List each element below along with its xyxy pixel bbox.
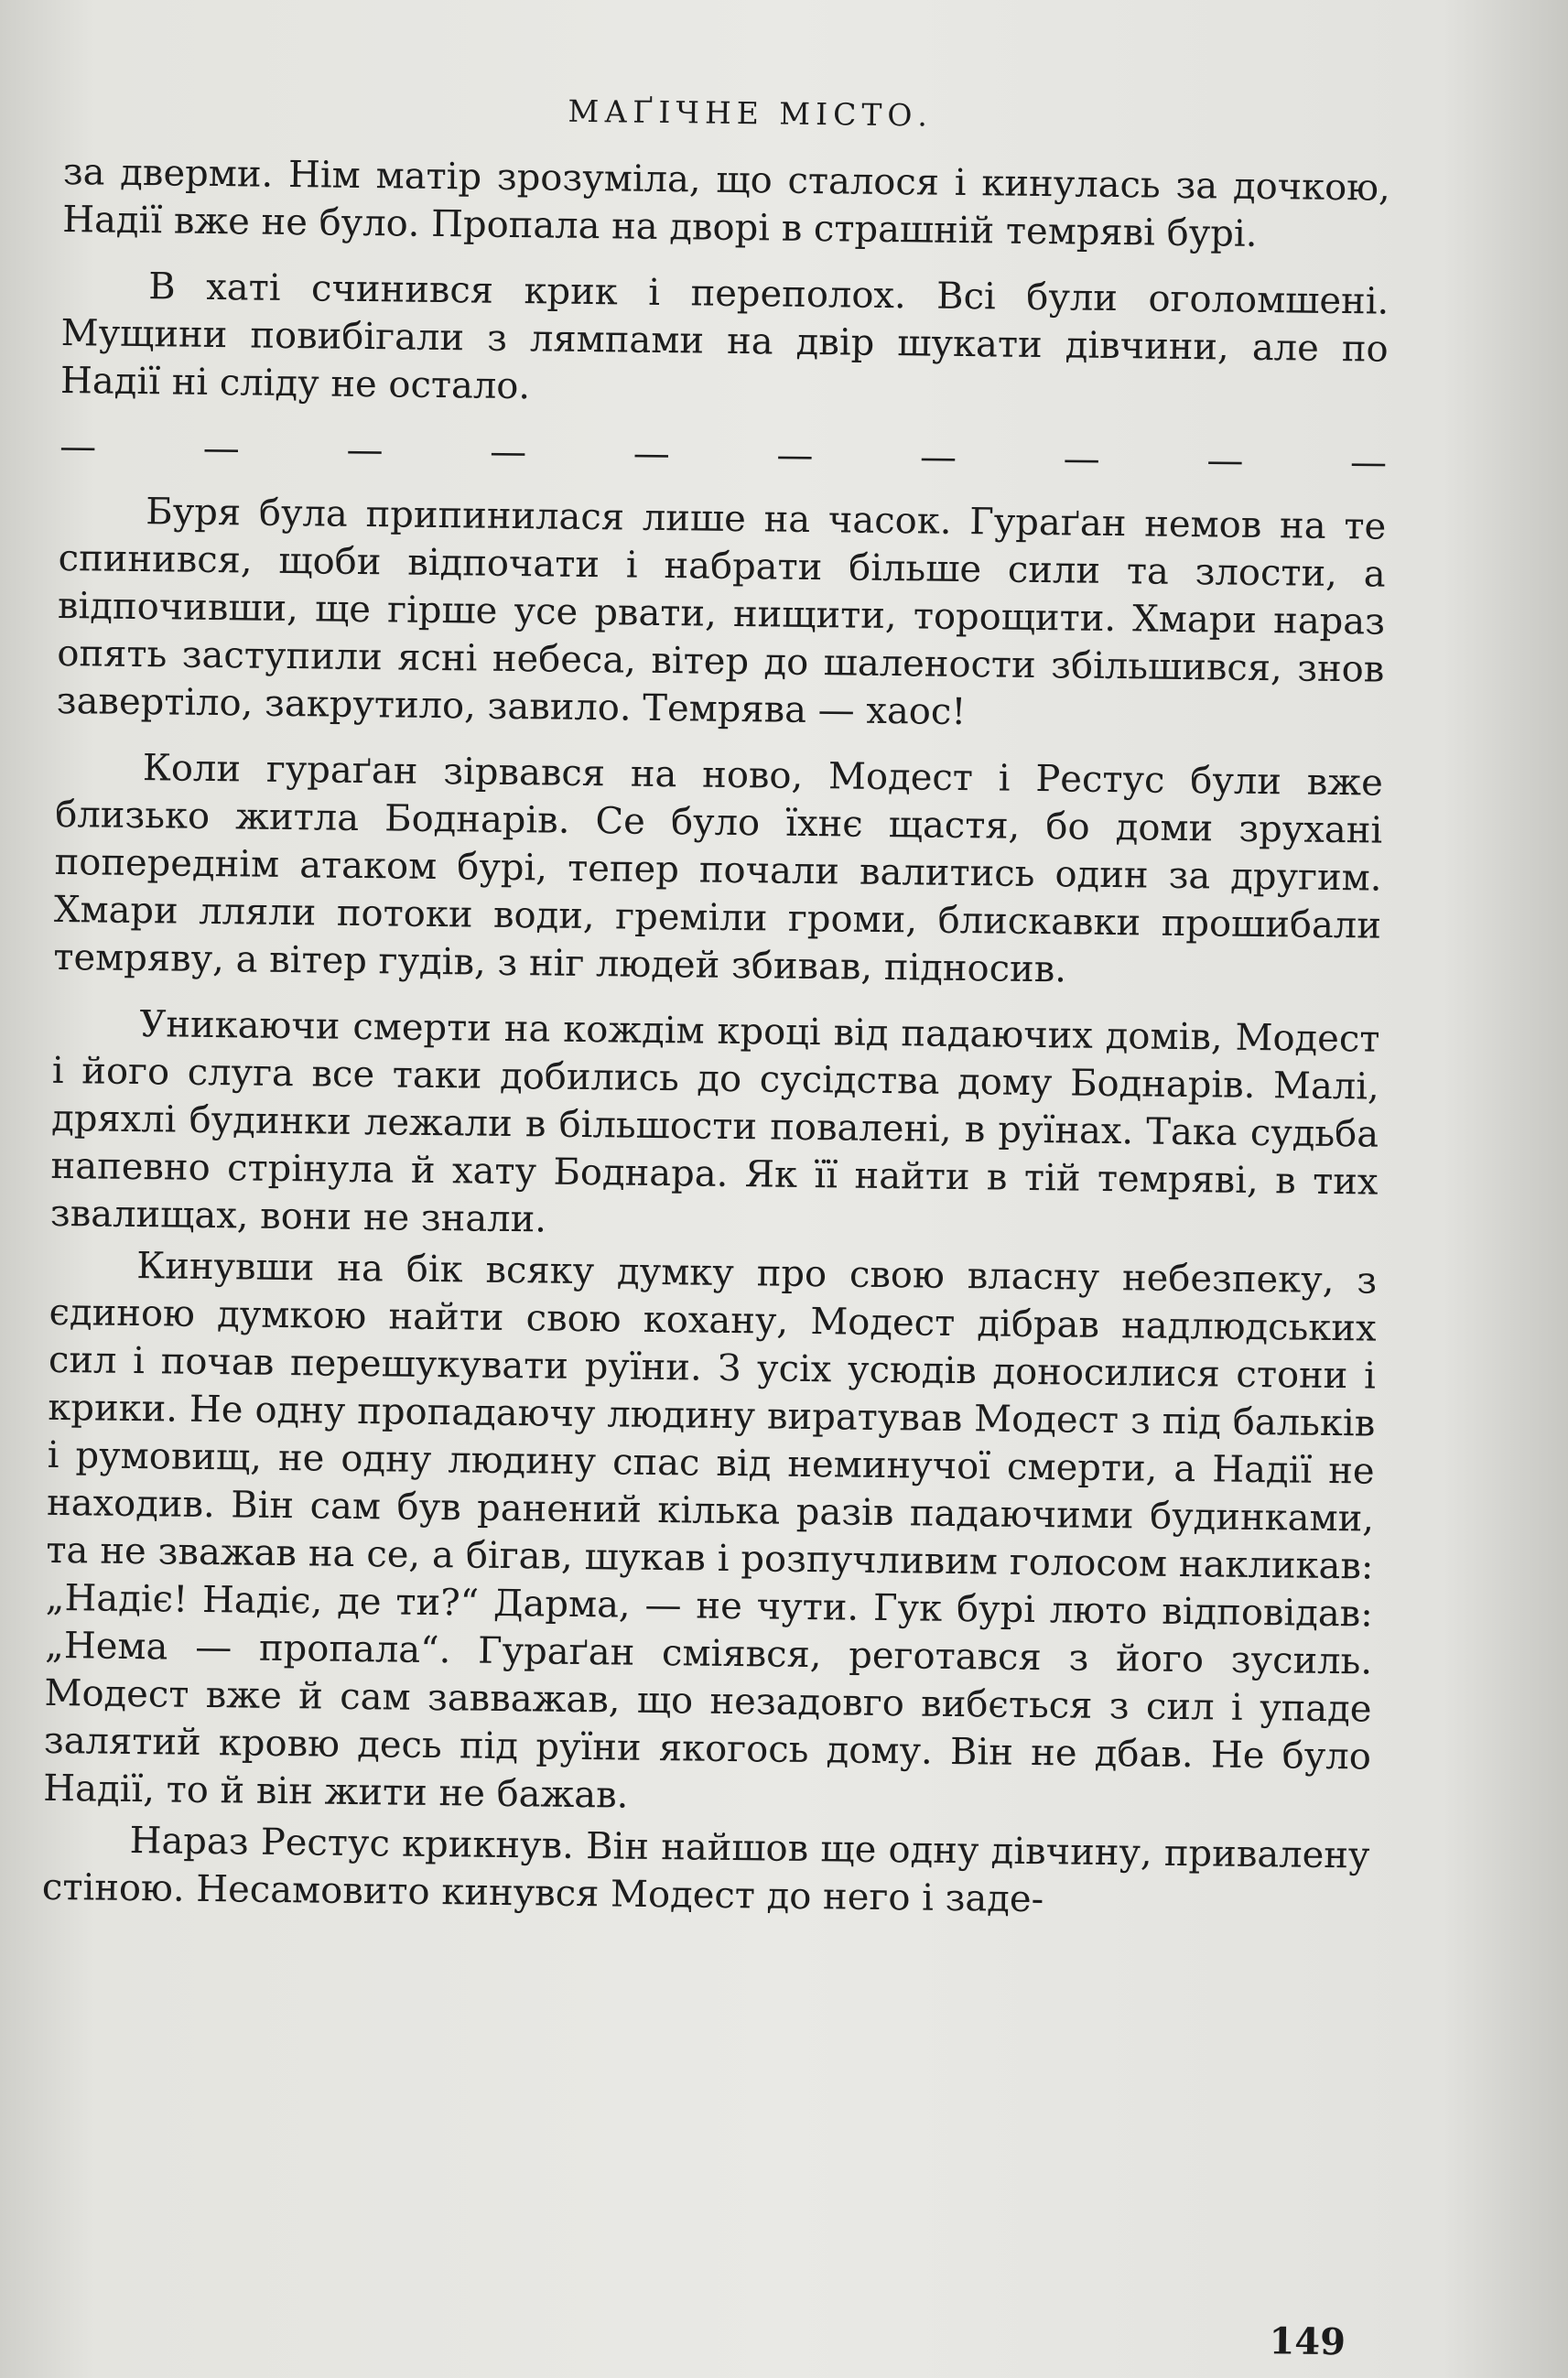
separator-dash: — (633, 432, 671, 476)
paragraph-7: Нараз Рестус крикнув. Він найшов ще одну дівчину, привалену стіною. Несамовито кинувся Модест до него і заде- (41, 1820, 1370, 1921)
page-number: 149 (1269, 2319, 1346, 2364)
paragraph-2: В хаті счинився крик і переполох. Всі були оголомшені. Мущини повибігали з лямпами на двір шукати дівчини, але по Надії ні сліду не остало. (59, 265, 1390, 408)
paragraph-1: за дверми. Нім матір зрозуміла, що сталося і кинулась за дочкою, Надії вже не було. Пропала на дворі в страшній темряві бурі. (61, 150, 1391, 255)
separator-dash: — (202, 427, 241, 470)
book-page (37, 87, 1391, 2364)
paragraph-6: Кинувши на бік всяку думку про свою власну небезпеку, з єдиною думкою найти свою кохану, Модест дібрав надлюдських сил і почав перешукувати руїни. З усіх усюдів доносилися стони і крики. Не одну пропадаючу людину виратував Модест з під бальків і румовищ, не одну людину спас від неминучої смерти, а Надії не находив. Він сам був ранений кілька разів падаючими будинками, та не зважав на се, а бігав, шукав і розпучливим голосом накликав: „Надіє! Надіє, де ти?“ Дарма, — не чути. Гук бурі люто відповідав: „Нема — пропала“. Гураґан сміявся, реготався з його зусиль. Модест вже й сам завважав, що незадовго вибється з сил і упаде залятий кровю десь під руїни якогось дому. Він не дбав. Не було Надії, то й він жити не бажав. (43, 1245, 1378, 1817)
separator-dash: — (1206, 439, 1244, 482)
separator-dash: — (919, 436, 957, 479)
paragraph-5: Уникаючи смерти на кождім кроці від падаючих домів, Модест і його слуга все таки добились до сусідства дому Боднарів. Малі, дряхлі будинки лежали в більшости повалені, в руїнах. Така судьба напевно стрінула й хату Боднара. Як її найти в тій темряві, в тих звалищах, вони не знали. (49, 1003, 1380, 1241)
separator-dash: — (776, 434, 814, 478)
paragraph-4: Коли гураґан зірвався на ново, Модест і Рестус були вже близько житла Боднарів. Се було їхнє щастя, бо доми зрухані попереднім атаком бурі, тепер почали валитись один за другим. Хмари лляли потоки води, греміли громи, блискавки прошибали темряву, а вітер гудів, з ніг людей збивав, підносив. (53, 747, 1384, 991)
separator-dash: — (59, 425, 97, 469)
separator-dash: — (1063, 438, 1100, 481)
separator-dash: — (1349, 441, 1388, 484)
separator-dash: — (489, 430, 527, 474)
paragraph-3: Буря була припинилася лише на часок. Гураґан немов на те спинився, щоби відпочати і набрати більше сили та злости, а відпочивши, ще гірше усе рвати, нищити, торощити. Хмари нараз опять заступили ясні небеса, вітер до шалености збільшився, знов завертіло, закрутило, завило. Темрява — хаос! (56, 491, 1387, 734)
running-head: МАҐІЧНЕ МІСТО. (568, 92, 934, 134)
separator-dash: — (346, 428, 384, 472)
section-separator (59, 423, 1388, 487)
